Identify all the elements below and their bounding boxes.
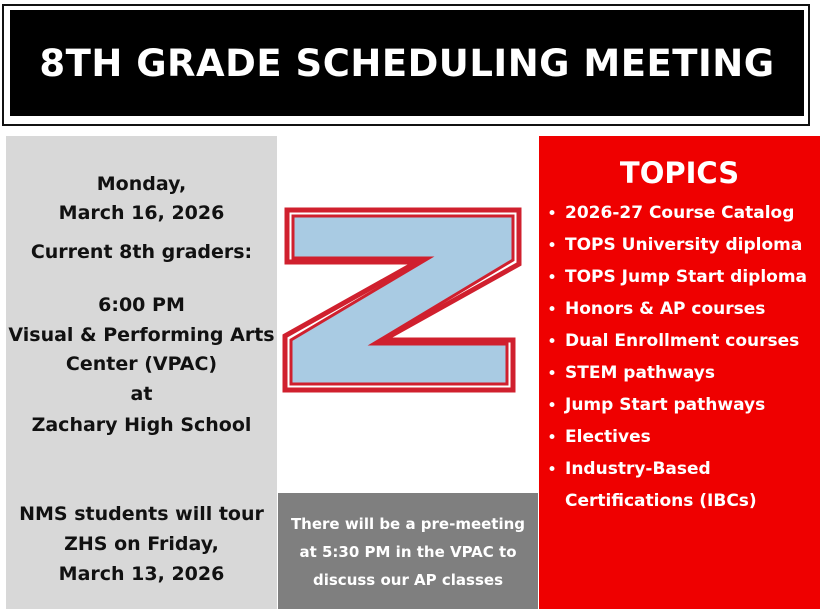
- bullet-icon: •: [547, 236, 558, 256]
- topic-item: Industry-Based: [565, 459, 711, 479]
- meeting-day: Monday,: [96, 173, 187, 195]
- topic-item: STEM pathways: [565, 363, 716, 383]
- bullet-icon: •: [547, 300, 558, 320]
- z-logo-icon: [277, 136, 539, 492]
- tour-line-1: NMS students will tour: [19, 503, 264, 525]
- tour-line-3: March 13, 2026: [58, 563, 225, 585]
- meeting-date: March 16, 2026: [58, 202, 225, 224]
- meeting-time: 6:00 PM: [98, 294, 185, 316]
- bullet-icon: •: [547, 364, 558, 384]
- bullet-icon: •: [547, 460, 558, 480]
- bullet-icon: •: [547, 428, 558, 448]
- bullet-icon: •: [547, 268, 558, 288]
- pre-meeting-line-2: at 5:30 PM in the VPAC to: [299, 543, 517, 561]
- logo-area: [277, 136, 539, 492]
- header-banner: [10, 10, 804, 116]
- meeting-audience: Current 8th graders:: [30, 241, 253, 263]
- venue-school: Zachary High School: [31, 414, 252, 436]
- topic-item: Electives: [565, 427, 651, 447]
- venue-line-2: Center (VPAC): [65, 353, 218, 375]
- bullet-icon: •: [547, 396, 558, 416]
- tour-line-2: ZHS on Friday,: [64, 533, 219, 555]
- venue-line-1: Visual & Performing Arts: [8, 324, 275, 346]
- topics-title: TOPICS: [619, 156, 740, 190]
- pre-meeting-box: [278, 493, 538, 609]
- page-title: 8TH GRADE SCHEDULING MEETING: [39, 41, 775, 85]
- topic-item: 2026-27 Course Catalog: [565, 203, 795, 223]
- bullet-icon: •: [547, 332, 558, 352]
- pre-meeting-line-3: discuss our AP classes: [313, 571, 503, 589]
- topic-item: Dual Enrollment courses: [565, 331, 800, 351]
- topics-panel: [539, 136, 820, 609]
- bullet-icon: •: [547, 204, 558, 224]
- venue-at: at: [130, 383, 153, 405]
- topic-item-continued: Certifications (IBCs): [565, 491, 757, 511]
- topic-item: Honors & AP courses: [565, 299, 766, 319]
- topic-item: Jump Start pathways: [565, 395, 766, 415]
- pre-meeting-line-1: There will be a pre-meeting: [290, 515, 526, 533]
- topic-item: TOPS University diploma: [565, 235, 803, 255]
- topic-item: TOPS Jump Start diploma: [565, 267, 808, 287]
- meeting-details-panel: [6, 136, 277, 609]
